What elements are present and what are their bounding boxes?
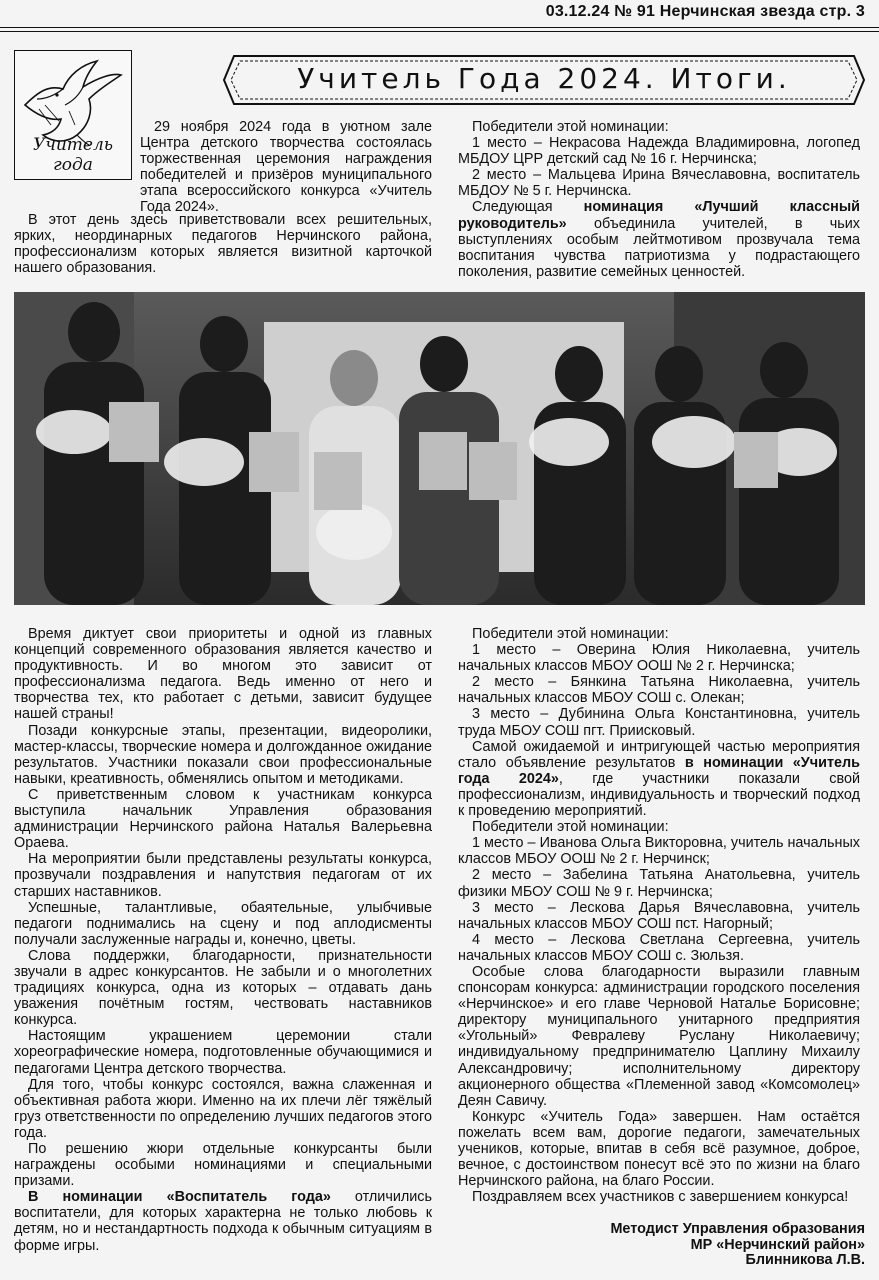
signature-line: Методист Управления образования xyxy=(610,1221,865,1237)
left-paragraph: По решению жюри отдельные конкурсанты были награждены особыми номинациями и специальными призами. xyxy=(14,1141,432,1190)
photo-illustration xyxy=(14,292,865,605)
signature-author: Блинникова Л.В. xyxy=(745,1252,865,1268)
winner: 3 место – Лескова Дарья Вячеславовна, учитель начальных классов МБОУ СОШ пст. Нагорный; xyxy=(458,899,860,932)
header-rule xyxy=(0,27,879,28)
winner-2: 2 место – Мальцева Ирина Вячеславовна, воспитатель МБДОУ № 5 г. Нерчинска. xyxy=(458,167,860,200)
winners-label: Победители этой номинации: xyxy=(472,119,669,135)
intro-paragraph-2: В этот день здесь приветствовали всех решительных, ярких, неординарных педагогов Нерчинского района, профессионализм которых является визитной карточкой нашего образования. xyxy=(14,212,432,277)
main-nomination: Самой ожидаемой и интригующей частью мероприятия стало объявление результатов в номинации «Учитель года 2024», где участники показали свой профессионализм, индивидуальность и творческий подход к проведению мероприятий. xyxy=(458,738,860,820)
top-right-column xyxy=(458,119,860,280)
winner-1: 1 место – Некрасова Надежда Владимировна, логопед МБДОУ ЦРР детский сад № 16 г. Нерчинска; xyxy=(458,135,860,168)
winner: 2 место – Забелина Татьяна Анатольевна, учитель физики МБОУ СОШ № 9 г. Нерчинска; xyxy=(458,867,860,900)
left-paragraph: Слова поддержки, благодарности, признательности звучали в адрес конкурсантов. Не забыли и о многолетних традициях конкурса, одна из которых – отдавать дань уважения почётным гостям, чествовать наставников конкурса. xyxy=(14,947,432,1029)
intro-text-2 xyxy=(14,212,432,276)
title-frame xyxy=(220,52,868,108)
winner: 2 место – Бянкина Татьяна Николаевна, учитель начальных классов МБОУ СОШ с. Олекан; xyxy=(458,674,860,707)
header-rule-thin xyxy=(0,31,879,32)
sponsor-thanks: Особые слова благодарности выразили главным спонсорам конкурса: администрации городского поселения «Нерчинское» и его главе Черновой Наталье Борисовне; директору муниципального унитарного предприятия «Угольный» Февралеву Руслану Николаевичу; индивидуальному предпринимателю Цаплину Михаилу Александровичу; исполнительному директору акционерного общества «Племенной завод «Комсомолец» Деян Савичу. xyxy=(458,963,860,1109)
signature-block xyxy=(610,1222,865,1269)
logo-caption: Учитель года xyxy=(32,135,114,175)
left-paragraph-last: В номинации «Воспитатель года» отличились воспитатели, для которых характерна не только любовь к детям, но и нестандартность подхода к обычным ситуациям в форме игры. xyxy=(14,1189,432,1254)
winners-label: Победители этой номинации: xyxy=(472,819,669,836)
intro-text xyxy=(140,119,432,216)
pelican-icon xyxy=(19,55,125,147)
winner: 3 место – Дубинина Ольга Константиновна, учитель труда МБОУ СОШ пгт. Приисковый. xyxy=(458,706,860,739)
next-nomination: Следующая номинация «Лучший классный руководитель» объединила учителей, в чьих выступлениях особым лейтмотивом прозвучала тема воспитания чувства патриотизма у подрастающего поколения, развитие семейных ценностей. xyxy=(458,199,860,280)
closing-paragraph: Конкурс «Учитель Года» завершен. Нам остаётся пожелать всем вам, дорогие педагоги, замечательных учеников, которые, впитав в себя всё разумное, доброе, вечное, с достоинством понесут всё это по жизни на благо Нерчинского района, на благо России. xyxy=(458,1108,860,1190)
page-header: 03.12.24 № 91 Нерчинская звезда стр. 3 xyxy=(545,3,865,20)
congratulations: Поздравляем всех участников с завершением конкурса! xyxy=(472,1189,849,1206)
winner: 1 место – Оверина Юлия Николаевна, учитель начальных классов МБОУ ООШ № 2 г. Нерчинска; xyxy=(458,642,860,675)
intro-paragraph-1: 29 ноября 2024 года в уютном зале Центра детского творчества состоялась торжественная церемония награждения победителей и призёров муниципального этапа всероссийского конкурса «Учитель Года 2024». xyxy=(140,119,432,216)
left-column xyxy=(14,626,432,1254)
teacher-of-year-logo xyxy=(14,50,132,180)
left-paragraph: Позади конкурсные этапы, презентации, видеоролики, мастер-классы, творческие номера и долгожданное ожидание результатов. Участники показали свои профессиональные навыки, креативность, обменялись опытом и методиками. xyxy=(14,722,432,787)
left-paragraph: С приветственным словом к участникам конкурса выступила начальник Управления образования администрации Нерчинского района Наталья Валерьевна Ораева. xyxy=(14,786,432,852)
left-paragraph: Настоящим украшением церемонии стали хореографические номера, подготовленные обучающимися и педагогами Центра детского творчества. xyxy=(14,1028,432,1077)
left-paragraph: На мероприятии были представлены результаты конкурса, прозвучали поздравления и напутствия педагогам от их старших наставников. xyxy=(14,851,432,900)
winner: 4 место – Лескова Светлана Сергеевна, учитель начальных классов МБОУ СОШ с. Зюльзя. xyxy=(458,931,860,964)
left-paragraph: Успешные, талантливые, обаятельные, улыбчивые педагоги поднимались на сцену и под аплодисменты получали заслуженные награды и, конечно, цветы. xyxy=(14,899,432,948)
right-column xyxy=(458,626,860,1205)
signature-line: МР «Нерчинский район» xyxy=(690,1236,865,1253)
winners-label: Победители этой номинации: xyxy=(472,626,669,642)
left-paragraph: Время диктует свои приоритеты и одной из главных концепций современного образования является качество и продуктивность. И во многом это зависит от профессионализма педагога. Ведь именно от него и творчества тех, кто работает с детьми, зависит будущее нашей страны! xyxy=(14,626,432,723)
winner: 1 место – Иванова Ольга Викторовна, учитель начальных классов МБОУ ООШ № 2 г. Нерчинск; xyxy=(458,835,860,868)
left-paragraph: Для того, чтобы конкурс состоялся, важна слаженная и объективная работа жюри. Именно на их плечи лёг тяжёлый груз ответственности по определению лучших педагогов этого года. xyxy=(14,1076,432,1141)
award-ceremony-photo xyxy=(14,292,865,605)
article-title: Учитель Года 2024. Итоги. xyxy=(297,62,791,95)
